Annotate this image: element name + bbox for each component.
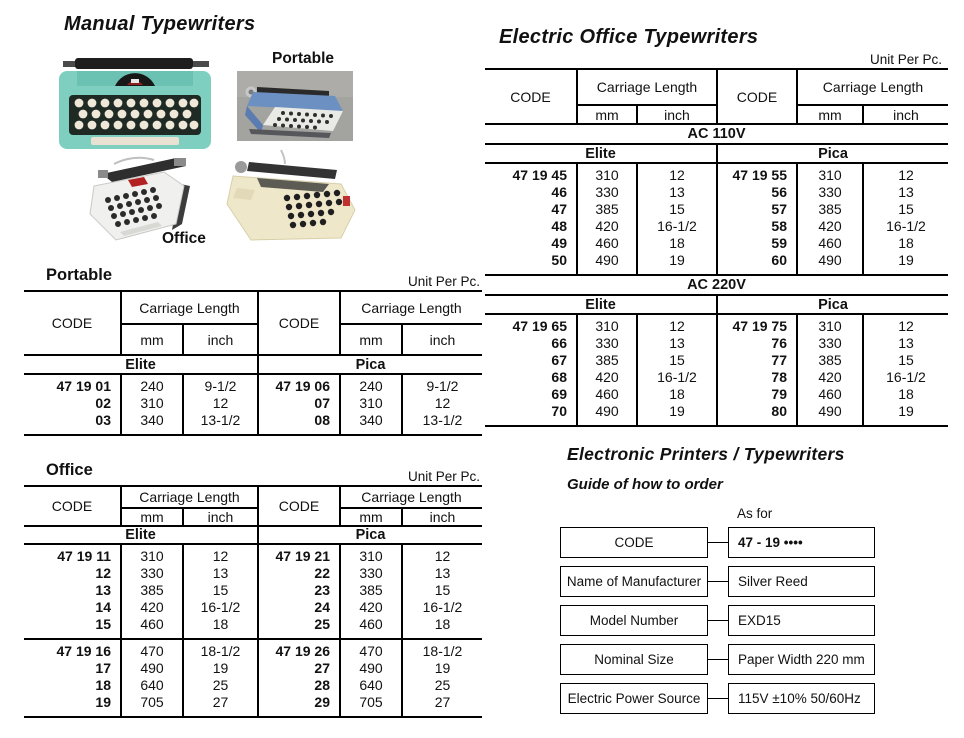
elite-band: Elite: [485, 295, 717, 314]
unit-per-pc-label: Unit Per Pc.: [869, 52, 942, 67]
code-cell: 24: [258, 599, 340, 616]
mm-cell: 330: [797, 335, 863, 352]
inch-cell: 18: [898, 235, 914, 251]
portable-section: [24, 261, 482, 436]
table-row: [24, 565, 482, 582]
mm-cell: 490: [340, 660, 402, 677]
mm-cell: 310: [340, 544, 402, 565]
order-row-model: [560, 605, 900, 636]
code-cell: 23: [258, 582, 340, 599]
inch-cell: 15: [637, 352, 717, 369]
inch-cell: 15: [637, 201, 717, 218]
table-row: [485, 352, 948, 369]
mm-cell: 460: [797, 235, 863, 252]
table-row: [485, 314, 948, 335]
code-cell: 13: [24, 582, 121, 599]
inch-cell: 15: [434, 582, 451, 598]
code-cell: 22: [258, 565, 340, 582]
unit-per-pc-label: Unit Per Pc.: [407, 274, 480, 289]
mm-cell: 490: [577, 252, 637, 275]
code-cell: 47 19 11: [24, 544, 121, 565]
inch-cell: 16-1/2: [637, 369, 717, 386]
inch-cell: 27: [434, 694, 451, 710]
electronic-printers-title: Electronic Printers / Typewriters: [567, 444, 845, 464]
code-cell: 47: [485, 201, 577, 218]
inch-cell: 18: [637, 386, 717, 403]
mm-cell: 385: [340, 582, 402, 599]
carriage-length-header: Carriage Length: [340, 291, 482, 324]
code-cell: 77: [717, 352, 797, 369]
code-cell: 47 19 01: [24, 374, 121, 395]
electronic-section: [560, 444, 900, 722]
mm-cell: 470: [340, 639, 402, 660]
inch-cell: 12: [434, 395, 451, 411]
table-row: [24, 660, 482, 677]
mm-cell: 310: [577, 163, 637, 184]
code-cell: 18: [24, 677, 121, 694]
code-cell: 47 19 21: [258, 544, 340, 565]
order-value-box: 47 - 19 ••••: [728, 527, 875, 558]
inch-cell: 13: [434, 565, 451, 581]
electric-typewriters-title: Electric Office Typewriters: [499, 26, 759, 48]
elite-band: Elite: [24, 526, 258, 544]
carriage-length-header: Carriage Length: [121, 291, 258, 324]
inch-cell: 12: [637, 163, 717, 184]
code-cell: 17: [24, 660, 121, 677]
carriage-length-header: Carriage Length: [121, 486, 258, 508]
mm-cell: 420: [340, 599, 402, 616]
code-cell: 12: [24, 565, 121, 582]
mm-cell: 240: [121, 374, 183, 395]
code-header: CODE: [258, 291, 340, 355]
mm-cell: 420: [577, 369, 637, 386]
code-cell: 67: [485, 352, 577, 369]
electric-220v-body: [485, 314, 948, 426]
code-cell: 28: [258, 677, 340, 694]
inch-cell: 16-1/2: [886, 369, 926, 385]
inch-cell: 27: [183, 694, 258, 717]
code-cell: 78: [717, 369, 797, 386]
code-header: CODE: [24, 291, 121, 355]
mm-cell: 460: [797, 386, 863, 403]
code-cell: 15: [24, 616, 121, 639]
connector-line: [708, 581, 728, 583]
code-cell: 19: [24, 694, 121, 717]
code-cell: 56: [717, 184, 797, 201]
order-row-manufacturer: [560, 566, 900, 597]
inch-cell: 25: [434, 677, 451, 693]
code-cell: 76: [717, 335, 797, 352]
blue-portable-typewriter-image: [237, 71, 353, 141]
inch-header: inch: [183, 324, 258, 355]
office-table-body-1: [24, 544, 482, 639]
pica-band: Pica: [717, 144, 948, 163]
order-row-code: [560, 527, 900, 558]
inch-cell: 16-1/2: [886, 218, 926, 234]
mm-cell: 460: [577, 235, 637, 252]
order-label-box: Model Number: [560, 605, 708, 636]
mm-cell: 340: [121, 412, 183, 435]
mm-cell: 490: [121, 660, 183, 677]
inch-cell: 18: [434, 616, 451, 632]
inch-cell: 19: [183, 660, 258, 677]
mm-cell: 490: [577, 403, 637, 426]
ac-110v-band: AC 110V: [485, 124, 948, 144]
inch-cell: 15: [898, 201, 914, 217]
order-value-box: Silver Reed: [728, 566, 875, 597]
order-value-box: EXD15: [728, 605, 875, 636]
office-heading: Office: [46, 461, 93, 479]
mm-cell: 310: [121, 395, 183, 412]
office-image-label: Office: [162, 230, 206, 247]
inch-cell: 18: [183, 616, 258, 639]
office-table: [24, 485, 482, 718]
code-cell: 47 19 75: [717, 314, 797, 335]
code-cell: 47 19 16: [24, 639, 121, 660]
inch-header: inch: [183, 508, 258, 526]
inch-cell: 19: [898, 252, 914, 268]
inch-cell: 13: [898, 184, 914, 200]
order-label-box: CODE: [560, 527, 708, 558]
table-row: [485, 218, 948, 235]
inch-cell: 12: [898, 167, 914, 183]
inch-cell: 12: [898, 318, 914, 334]
mm-cell: 420: [121, 599, 183, 616]
inch-cell: 16-1/2: [183, 599, 258, 616]
inch-cell: 19: [637, 252, 717, 275]
inch-cell: 13: [637, 184, 717, 201]
code-cell: 47 19 65: [485, 314, 577, 335]
inch-cell: 18: [898, 386, 914, 402]
inch-cell: 19: [434, 660, 451, 676]
mm-cell: 330: [797, 184, 863, 201]
unit-per-pc-label: Unit Per Pc.: [407, 469, 480, 484]
elite-band: Elite: [485, 144, 717, 163]
order-label-box: Nominal Size: [560, 644, 708, 675]
table-row: [24, 639, 482, 660]
code-cell: 48: [485, 218, 577, 235]
inch-cell: 15: [898, 352, 914, 368]
pica-band: Pica: [258, 526, 482, 544]
inch-header: inch: [637, 105, 717, 124]
inch-cell: 16-1/2: [422, 599, 463, 615]
mm-cell: 310: [797, 314, 863, 335]
inch-cell: 15: [183, 582, 258, 599]
order-value-box: Paper Width 220 mm: [728, 644, 875, 675]
code-cell: 80: [717, 403, 797, 426]
code-cell: 25: [258, 616, 340, 639]
code-cell: 29: [258, 694, 340, 717]
mm-cell: 385: [121, 582, 183, 599]
mm-cell: 640: [121, 677, 183, 694]
portable-image-label: Portable: [272, 50, 335, 67]
table-row: [24, 582, 482, 599]
code-cell: 58: [717, 218, 797, 235]
mm-cell: 385: [797, 201, 863, 218]
mm-cell: 705: [340, 694, 402, 717]
guide-subtitle: Guide of how to order: [567, 476, 723, 493]
mm-cell: 310: [121, 544, 183, 565]
connector-line: [708, 659, 728, 661]
inch-cell: 18-1/2: [183, 639, 258, 660]
mm-cell: 330: [577, 184, 637, 201]
electric-table: [485, 68, 948, 427]
code-cell: 47 19 45: [485, 163, 577, 184]
mm-cell: 705: [121, 694, 183, 717]
table-row: [485, 403, 948, 426]
code-cell: 70: [485, 403, 577, 426]
inch-cell: 9-1/2: [183, 374, 258, 395]
mm-cell: 240: [340, 374, 402, 395]
order-label-box: Name of Manufacturer: [560, 566, 708, 597]
order-label-box: Electric Power Source: [560, 683, 708, 714]
inch-cell: 18: [637, 235, 717, 252]
mm-cell: 460: [121, 616, 183, 639]
mm-cell: 460: [340, 616, 402, 639]
carriage-length-header: Carriage Length: [577, 69, 717, 105]
table-row: [24, 544, 482, 565]
elite-band: Elite: [24, 355, 258, 374]
inch-cell: 13: [637, 335, 717, 352]
order-row-power: [560, 683, 900, 714]
connector-line: [708, 698, 728, 700]
mm-cell: 340: [340, 412, 402, 435]
inch-cell: 13-1/2: [422, 412, 463, 428]
table-row: [24, 374, 482, 395]
code-cell: 68: [485, 369, 577, 386]
carriage-length-header: Carriage Length: [340, 486, 482, 508]
inch-header: inch: [429, 509, 456, 525]
mm-cell: 330: [121, 565, 183, 582]
mm-cell: 420: [797, 218, 863, 235]
table-row: [24, 395, 482, 412]
mm-cell: 385: [797, 352, 863, 369]
mm-cell: 310: [577, 314, 637, 335]
mm-cell: 310: [340, 395, 402, 412]
as-for-label: As for: [737, 506, 773, 521]
mm-header: mm: [121, 508, 183, 526]
code-cell: 02: [24, 395, 121, 412]
inch-cell: 12: [637, 314, 717, 335]
table-row: [485, 252, 948, 275]
table-row: [24, 677, 482, 694]
mm-cell: 385: [577, 201, 637, 218]
inch-cell: 25: [183, 677, 258, 694]
code-cell: 03: [24, 412, 121, 435]
portable-table: [24, 290, 482, 436]
table-row: [485, 386, 948, 403]
inch-cell: 19: [898, 403, 914, 419]
code-cell: 47 19 06: [258, 374, 340, 395]
code-header: CODE: [717, 69, 797, 124]
code-cell: 57: [717, 201, 797, 218]
connector-line: [708, 620, 728, 622]
code-cell: 27: [258, 660, 340, 677]
teal-portable-typewriter-image: [55, 55, 215, 152]
table-row: [24, 412, 482, 435]
table-row: [485, 163, 948, 184]
inch-cell: 12: [183, 544, 258, 565]
code-cell: 59: [717, 235, 797, 252]
table-row: [485, 201, 948, 218]
inch-cell: 16-1/2: [637, 218, 717, 235]
mm-cell: 420: [797, 369, 863, 386]
pica-band: Pica: [258, 355, 482, 374]
code-cell: 50: [485, 252, 577, 275]
table-row: [24, 694, 482, 717]
table-row: [485, 335, 948, 352]
inch-header: inch: [893, 106, 919, 123]
inch-cell: 13-1/2: [183, 412, 258, 435]
electric-110v-body: [485, 163, 948, 275]
mm-cell: 490: [797, 403, 863, 426]
code-cell: 66: [485, 335, 577, 352]
mm-cell: 490: [797, 252, 863, 275]
code-header: CODE: [258, 486, 340, 526]
mm-header: mm: [340, 324, 402, 355]
inch-cell: 12: [183, 395, 258, 412]
inch-cell: 13: [183, 565, 258, 582]
code-cell: 47 19 55: [717, 163, 797, 184]
mm-cell: 330: [340, 565, 402, 582]
manual-typewriters-title: Manual Typewriters: [64, 13, 256, 35]
mm-cell: 330: [577, 335, 637, 352]
mm-cell: 310: [797, 163, 863, 184]
pica-band: Pica: [717, 295, 948, 314]
inch-cell: 12: [434, 548, 451, 564]
inch-cell: 18-1/2: [402, 639, 482, 660]
inch-header: inch: [429, 331, 456, 348]
code-cell: 08: [258, 412, 340, 435]
order-row-size: [560, 644, 900, 675]
code-header: CODE: [24, 486, 121, 526]
manual-typewriters-images: [0, 40, 480, 260]
code-cell: 60: [717, 252, 797, 275]
mm-header: mm: [340, 508, 402, 526]
cream-office-typewriter-image: [225, 148, 360, 248]
code-cell: 07: [258, 395, 340, 412]
mm-header: mm: [797, 105, 863, 124]
mm-cell: 640: [340, 677, 402, 694]
mm-cell: 470: [121, 639, 183, 660]
table-row: [24, 599, 482, 616]
code-cell: 79: [717, 386, 797, 403]
inch-cell: 9-1/2: [426, 378, 459, 394]
connector-line: [708, 542, 728, 544]
inch-cell: 19: [637, 403, 717, 426]
table-row: [485, 369, 948, 386]
table-row: [485, 235, 948, 252]
mm-cell: 385: [577, 352, 637, 369]
code-cell: 14: [24, 599, 121, 616]
mm-header: mm: [121, 324, 183, 355]
order-value-box: 115V ±10% 50/60Hz: [728, 683, 875, 714]
code-header: CODE: [485, 69, 577, 124]
electric-section: [485, 26, 948, 427]
code-cell: 46: [485, 184, 577, 201]
table-row: [24, 616, 482, 639]
mm-cell: 460: [577, 386, 637, 403]
office-table-body-2: [24, 639, 482, 717]
ac-220v-band: AC 220V: [485, 275, 948, 295]
code-cell: 49: [485, 235, 577, 252]
portable-table-body: [24, 374, 482, 435]
code-cell: 69: [485, 386, 577, 403]
code-cell: 47 19 26: [258, 639, 340, 660]
carriage-length-header: Carriage Length: [797, 69, 948, 105]
table-row: [485, 184, 948, 201]
portable-heading: Portable: [46, 266, 113, 284]
inch-cell: 13: [898, 335, 914, 351]
mm-header: mm: [577, 105, 637, 124]
office-section: [24, 455, 482, 718]
mm-cell: 420: [577, 218, 637, 235]
